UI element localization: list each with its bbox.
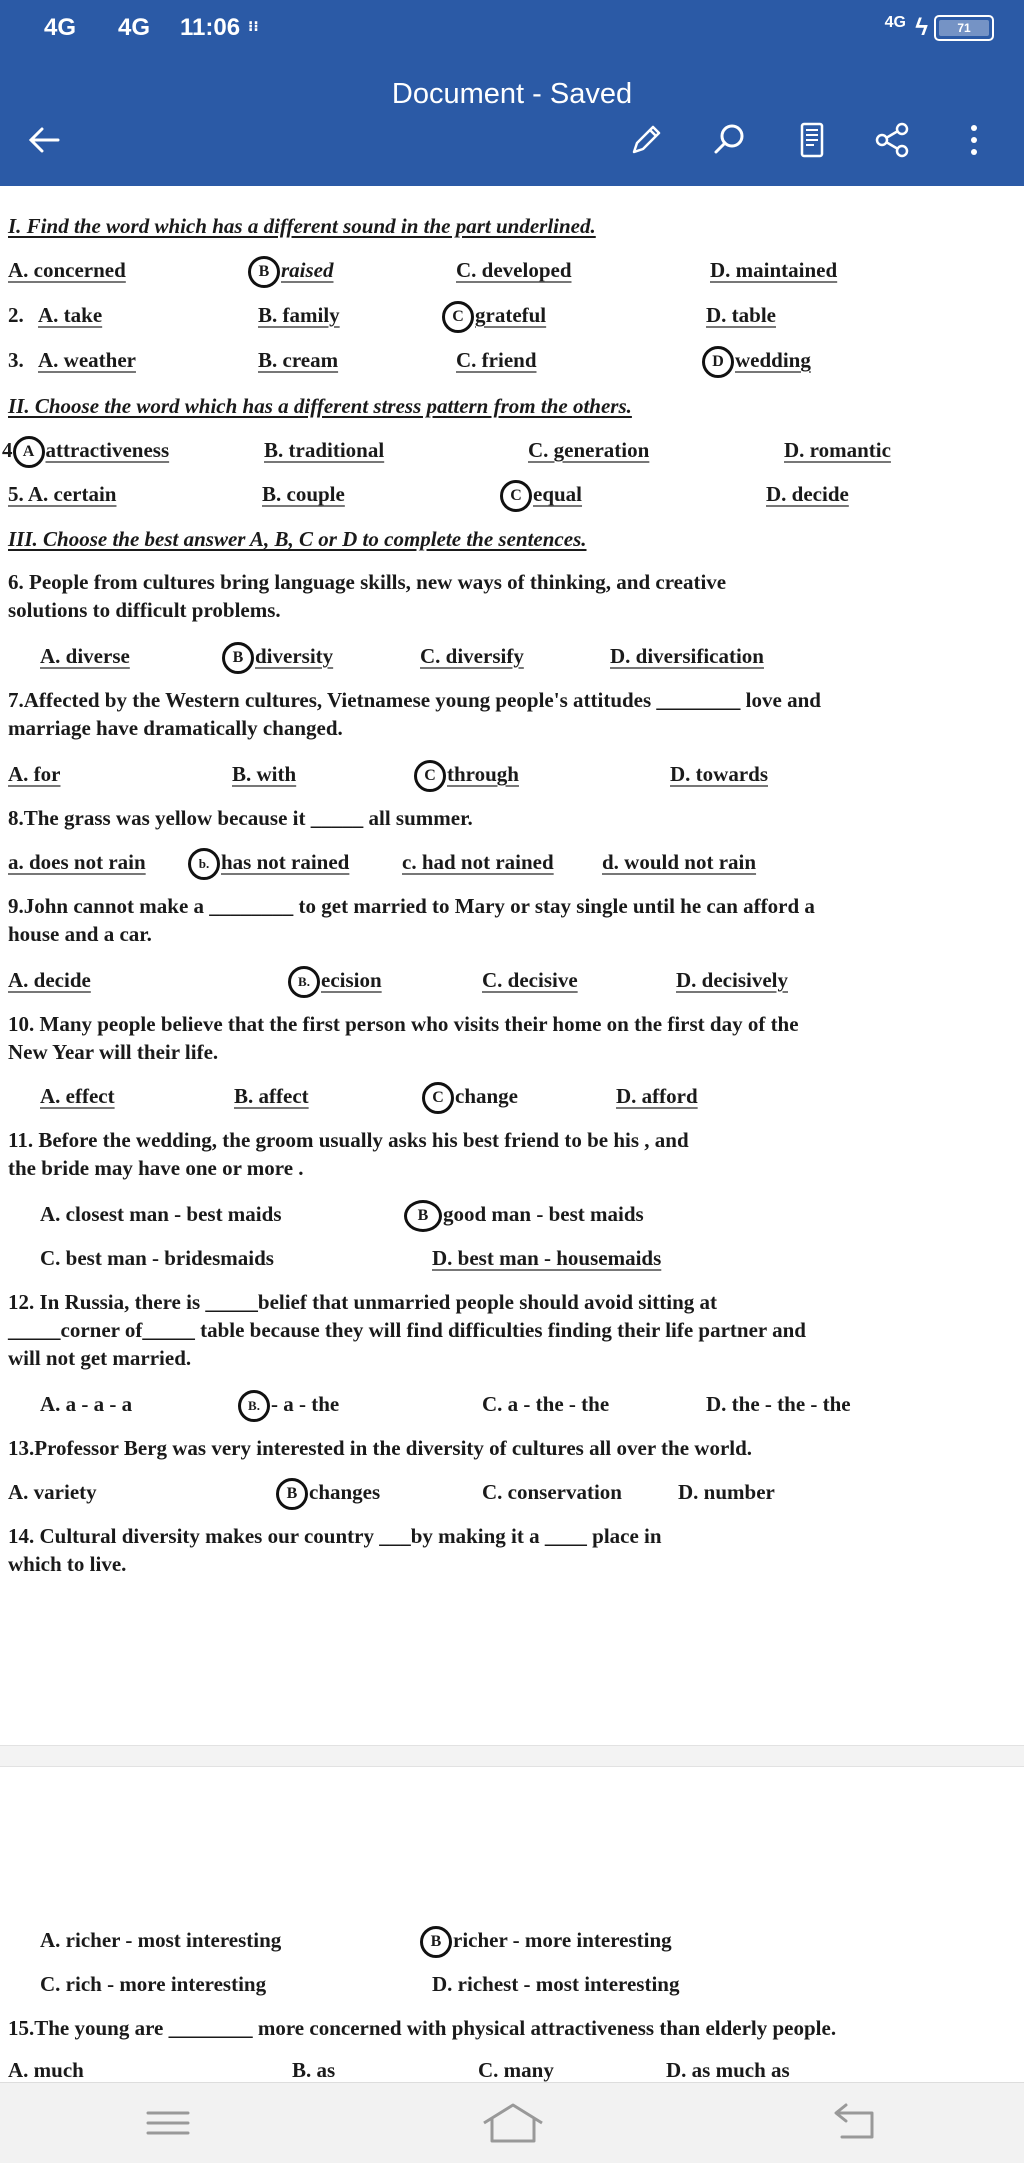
home-icon[interactable]	[478, 2101, 548, 2145]
question-text: 7.Affected by the Western cultures, Vietnamese young people's attitudes ________ love and	[8, 688, 821, 712]
option[interactable]: d. would not rain	[602, 850, 757, 874]
section-heading-2: II. Choose the word which has a different stress pattern from the others.	[8, 394, 632, 418]
option[interactable]: A. a - a - a	[40, 1392, 133, 1416]
clock: 11:06	[180, 14, 241, 41]
option[interactable]: D. towards	[670, 762, 768, 786]
network-indicator-right: 4G	[884, 14, 906, 31]
question-text: 15.The young are ________ more concerned with physical attractiveness than elderly people.	[8, 2016, 837, 2040]
question-number: 3.	[8, 348, 24, 372]
option[interactable]: C. a - the - the	[482, 1392, 610, 1416]
option[interactable]: C. friend	[456, 348, 537, 372]
option[interactable]: D. table	[706, 303, 776, 327]
option[interactable]: C. developed	[456, 258, 572, 282]
option-marked[interactable]: B richer - more interesting	[420, 1926, 672, 1958]
option[interactable]: D. decide	[766, 482, 849, 506]
question-text: the bride may have one or more .	[8, 1156, 304, 1180]
option[interactable]: B. couple	[262, 482, 345, 506]
option-marked[interactable]: 4 A attractiveness	[2, 436, 169, 468]
option[interactable]: D. as much as	[666, 2058, 790, 2082]
option-marked[interactable]: B. - a - the	[238, 1390, 339, 1422]
option[interactable]: c. had not rained	[402, 850, 554, 874]
arrow-left-icon[interactable]	[22, 118, 66, 162]
option[interactable]: A. diverse	[40, 644, 130, 668]
question-text: which to live.	[8, 1552, 127, 1576]
battery-level: 71	[939, 20, 989, 36]
option[interactable]: B. family	[258, 303, 340, 327]
question-text: 10. Many people believe that the first person who visits their home on the first day of the	[8, 1012, 799, 1036]
option[interactable]: D. number	[678, 1480, 775, 1504]
option[interactable]: A. concerned	[8, 258, 126, 282]
option[interactable]: A. decide	[8, 968, 91, 992]
option[interactable]: D. romantic	[784, 438, 891, 462]
battery-icon	[934, 15, 994, 41]
option[interactable]: C. diversify	[420, 644, 524, 668]
charging-icon: ϟ	[915, 14, 928, 41]
signal-icon: ⁝⁝	[248, 18, 259, 34]
menu-icon[interactable]	[142, 2101, 194, 2145]
question-text: solutions to difficult problems.	[8, 598, 281, 622]
option[interactable]: C. rich - more interesting	[40, 1972, 267, 1996]
document-title: Document - Saved	[391, 78, 633, 110]
pencil-icon[interactable]	[624, 118, 668, 162]
option[interactable]: D. the - the - the	[706, 1392, 851, 1416]
question-text: will not get married.	[8, 1346, 192, 1370]
option[interactable]: A. closest man - best maids	[40, 1202, 282, 1226]
option[interactable]: D. richest - most interesting	[432, 1972, 680, 1996]
option[interactable]: B. with	[232, 762, 297, 786]
question-text: 9.John cannot make a ________ to get married to Mary or stay single until he can afford a	[8, 894, 815, 918]
option-marked[interactable]: C grateful	[442, 301, 546, 333]
option[interactable]: B. cream	[258, 348, 339, 372]
option[interactable]: A. for	[8, 762, 61, 786]
option[interactable]: D. decisively	[676, 968, 788, 992]
option[interactable]: a. does not rain	[8, 850, 146, 874]
question-text: 13.Professor Berg was very interested in the diversity of cultures all over the world.	[8, 1436, 753, 1460]
option[interactable]: A. effect	[40, 1084, 115, 1108]
mobile-view-icon[interactable]	[790, 118, 834, 162]
option[interactable]: A. take	[38, 303, 103, 327]
option-marked[interactable]: C change	[422, 1082, 518, 1114]
option[interactable]: D. best man - housemaids	[432, 1246, 662, 1270]
option-marked[interactable]: D wedding	[702, 346, 811, 378]
question-text: 8.The grass was yellow because it _____ all summer.	[8, 806, 473, 830]
question-text: 6. People from cultures bring language skills, new ways of thinking, and creative	[8, 570, 727, 594]
search-icon[interactable]	[708, 118, 752, 162]
question-text: _____corner of_____ table because they will find difficulties finding their life partner and	[8, 1318, 806, 1342]
page-break	[0, 1745, 1024, 1767]
navigation-bar	[0, 2082, 1024, 2163]
question-number: 2.	[8, 303, 24, 327]
question-text: 12. In Russia, there is _____belief that unmarried people should avoid sitting at	[8, 1290, 718, 1314]
app-bar	[0, 56, 1024, 186]
option-marked[interactable]: C through	[414, 760, 519, 792]
option[interactable]: D. diversification	[610, 644, 764, 668]
option[interactable]: C. many	[478, 2058, 554, 2082]
option[interactable]: C. decisive	[482, 968, 578, 992]
option[interactable]: D. afford	[616, 1084, 698, 1108]
option[interactable]: C. best man - bridesmaids	[40, 1246, 274, 1270]
option[interactable]: A. variety	[8, 1480, 97, 1504]
option[interactable]: C. generation	[528, 438, 650, 462]
option[interactable]: 5. A. certain	[8, 482, 117, 506]
section-heading-3: III. Choose the best answer A, B, C or D to complete the sentences.	[8, 527, 587, 551]
option[interactable]: D. maintained	[710, 258, 838, 282]
question-text: house and a car.	[8, 922, 152, 946]
question-text: 11. Before the wedding, the groom usually asks his best friend to be his , and	[8, 1128, 689, 1152]
option[interactable]: B. affect	[234, 1084, 309, 1108]
back-nav-icon[interactable]	[828, 2101, 880, 2145]
option[interactable]: B. traditional	[264, 438, 385, 462]
option[interactable]: A. weather	[38, 348, 136, 372]
option[interactable]: A. much	[8, 2058, 84, 2082]
more-vertical-icon[interactable]	[952, 118, 996, 162]
network-indicator: 4G	[44, 14, 77, 41]
network-indicator-2: 4G	[118, 14, 151, 41]
option[interactable]: C. conservation	[482, 1480, 622, 1504]
option-marked[interactable]: C equal	[500, 480, 582, 512]
option-marked[interactable]: b. has not rained	[188, 848, 349, 880]
option-marked[interactable]: B. ecision	[288, 966, 382, 998]
question-text: 14. Cultural diversity makes our country ___by making it a ____ place in	[8, 1524, 662, 1548]
status-bar	[0, 0, 1024, 56]
question-text: New Year will their life.	[8, 1040, 219, 1064]
option[interactable]: B. as	[292, 2058, 336, 2082]
question-text: marriage have dramatically changed.	[8, 716, 343, 740]
option-marked[interactable]: B good man - best maids	[404, 1200, 644, 1232]
option-marked[interactable]: B raised	[248, 256, 334, 288]
section-heading-1: I. Find the word which has a different sound in the part underlined.	[8, 214, 596, 238]
option[interactable]: A. richer - most interesting	[40, 1928, 282, 1952]
option-marked[interactable]: B changes	[276, 1478, 380, 1510]
option-marked[interactable]: B diversity	[222, 642, 333, 674]
share-icon[interactable]	[870, 118, 914, 162]
